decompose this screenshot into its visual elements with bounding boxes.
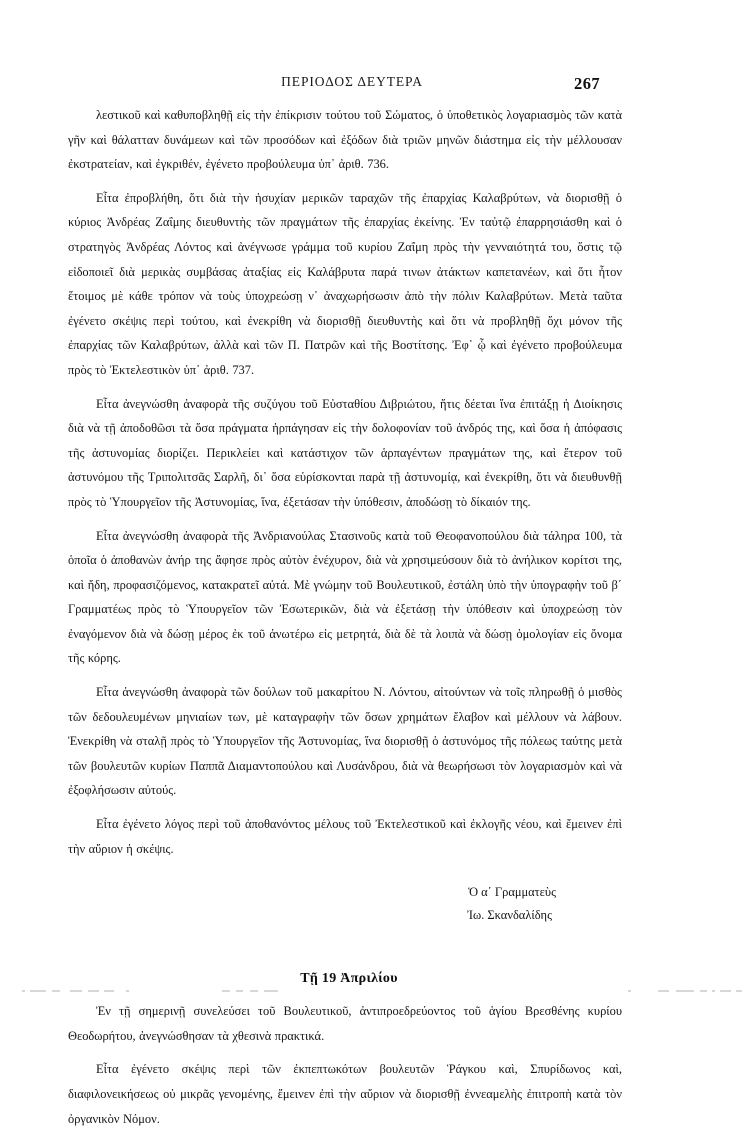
paragraph: Εἶτα ἀνεγνώσθη ἀναφορὰ τῆς συζύγου τοῦ Εὐσταθίου Διβριώτου, ἥτις δέεται ἵνα ἐπιτάξῃ ἡ Διοίκησις διὰ νὰ τῇ ἀποδοθῶσι τὰ ὅσα πράγματα ἡρπάγησαν εἰς τὴν δολοφονίαν τοῦ ἀνδρός της, καὶ ὅσα ἡ ἀπόφασις τῆς ἀστυνομίας διορίζει. Περικλείει καὶ κατάστιχον τῶν ἁρπαγέντων πραγμάτων της, καὶ ἕτερον τοῦ ἀστυνόμου τῆς Τριπολιτσᾶς Σαρλῆ, δι᾿ ὅσα εὑρίσκονται παρὰ τῇ ἀστυνομίᾳ, καὶ ἐνεκρίθη, ὅτι νὰ διευθυνθῇ πρὸς τὸ Ὑπουργεῖον τῆς Ἀστυνομίας, ἵνα, ἐξετάσαν τὴν ὑπόθεσιν, ἀποδώσῃ τὸ δίκαιόν της. bbox=[68, 396, 622, 509]
page-number: 267 bbox=[574, 74, 600, 93]
paragraph: λεστικοῦ καὶ καθυποβληθῇ εἰς τὴν ἐπίκρισιν τούτου τοῦ Σώματος, ὁ ὑποθετικὸς λογαριασμὸς τῶν κατὰ γῆν καὶ θάλατταν δυνάμεων καὶ τῶν προσόδων καὶ ἐξόδων διὰ τριῶν μηνῶν διάστημα εἰς τὴν μέλλουσαν ἐκστρατείαν, καὶ ἐγκριθέν, ἐγένετο προβούλευμα ὑπ᾿ ἀριθ. 736. bbox=[68, 108, 622, 172]
paragraph: Ἐν τῇ σημερινῇ συνελεύσει τοῦ Βουλευτικοῦ, ἀντιπροεδρεύοντος τοῦ ἁγίου Βρεσθένης κυρίου Θεοδωρήτου, ἀνεγνώσθησαν τὰ χθεσινὰ πρακτικά. bbox=[68, 1004, 622, 1043]
paragraph: Εἶτα ἐγένετο σκέψις περὶ τῶν ἐκπεπτωκότων βουλευτῶν Ῥάγκου καὶ, Σπυρίδωνος καὶ, διαφιλονεικήσεως οὐ μικρᾶς γενομένης, ἔμεινεν ἐπὶ τὴν αὔριον νὰ διορισθῇ ἐννεαμελὴς ἐπιτροπὴ κατὰ τὸν ὀργανικὸν Νόμον. bbox=[68, 1062, 622, 1126]
section-heading-date: Τῇ 19 Ἀπριλίου bbox=[300, 971, 398, 987]
paragraph: Εἶτα ἀνεγνώσθη ἀναφορὰ τῶν δούλων τοῦ μακαρίτου Ν. Λόντου, αἰτούντων νὰ τοῖς πληρωθῇ ὁ μισθὸς τῶν δεδουλευμένων μηνιαίων των, μὲ καταγραφὴν τῶν ὅσων χρημάτων ἔλαβον καὶ μέλλουν νὰ λάβουν. Ἐνεκρίθη νὰ σταλῇ πρὸς τὸ Ὑπουργεῖον τῆς Ἀστυνομίας, ἵνα διορισθῇ ὁ ἀστυνόμος τῆς πόλεως ταύτης μετὰ τῶν βουλευτῶν κυρίων Παππᾶ Διαμαντοπούλου καὶ Λυσάνδρου, διὰ νὰ θεωρήσωσι τὸν λογαριασμὸν καὶ νὰ ἐξοφλήσωσιν αὐτούς. bbox=[68, 685, 622, 798]
running-head-title: ΠΕΡΙΟΔΟΣ ΔΕΥΤΕΡΑ bbox=[281, 74, 423, 89]
running-head bbox=[68, 74, 622, 96]
paragraph: Εἶτα ἐγένετο λόγος περὶ τοῦ ἀποθανόντος μέλους τοῦ Ἐκτελεστικοῦ καὶ ἐκλογῆς νέου, καὶ ἔμεινεν ἐπὶ τὴν αὔριον ἡ σκέψις. bbox=[68, 817, 622, 856]
paragraph: Εἶτα ἐπροβλήθη, ὅτι διὰ τὴν ἡσυχίαν μερικῶν ταραχῶν τῆς ἐπαρχίας Καλαβρύτων, νὰ διορισθῇ ὁ κύριος Ἀνδρέας Ζαΐμης διευθυντὴς τῶν πραγμάτων τῆς ἐπαρχίας ἐκείνης. Ἐν ταὐτῷ ἐπαρρησιάσθη καὶ ὁ στρατηγὸς Ἀνδρέας Λόντος καὶ ἀνέγνωσε γράμμα τοῦ κυρίου Ζαΐμη πρὸς τὴν γενναιότητά του, ὅστις τῷ εἰδοποιεῖ διὰ μερικὰς συμβάσας ἀταξίας εἰς Καλάβρυτα παρά τινων ἀτάκτων καπετανέων, καὶ ὅτι ἦτον ἕτοιμος μὲ κάθε τρόπον νὰ τοὺς ὑποχρεώσῃ ν᾿ ἀναχωρήσωσιν ἀπὸ τὴν πόλιν Καλαβρύτων. Μετὰ ταῦτα ἐγένετο σκέψις περὶ τούτου, καὶ ἐνεκρίθη νὰ διορισθῇ διευθυντὴς καὶ ὅτι νὰ προβληθῇ ὄχι μόνον τῆς ἐπαρχίας τῶν Καλαβρύτων, ἀλλὰ καὶ τῶν Π. Πατρῶν καὶ τῆς Βοστίτσης. Ἐφ᾿ ᾧ καὶ ἐγένετο προβούλευμα πρὸς τὸ Ἐκτελεστικὸν ὑπ᾿ ἀριθ. 737. bbox=[68, 190, 622, 377]
paragraph: Εἶτα ἀνεγνώσθη ἀναφορὰ τῆς Ἀνδριανούλας Στασινοῦς κατὰ τοῦ Θεοφανοπούλου διὰ τάληρα 100, τὰ ὁποῖα ὁ ἀποθανὼν ἀνήρ της ἄφησε πρὸς αὐτὸν ἐνέχυρον, διὰ νὰ χρησιμεύσουν διὰ τὸ ἀνήλικον κορίτσι της, καὶ ἤδη, προφασιζόμενος, κατακρατεῖ αὐτά. Μὲ γνώμην τοῦ Βουλευτικοῦ, ἐστάλη ὑπὸ τὴν ὑπογραφὴν τοῦ β΄ Γραμματέως πρὸς τὸ Ὑπουργεῖον τῶν Ἐσωτερικῶν, διὰ νὰ ἐξετάσῃ τὴν ὑπόθεσιν καὶ ὑποχρεώσῃ τὸν ἐναγόμενον διὰ νὰ δώσῃ μέρος ἐκ τοῦ ἀνωτέρω εἰς μετρητά, διὰ δὲ τὰ λοιπὰ νὰ δώσῃ ὁμολογίαν εἰς ὄνομα τῆς κόρης. bbox=[68, 528, 622, 666]
signature-name: Ἰω. Σκανδαλίδης bbox=[467, 908, 552, 923]
text-column bbox=[68, 103, 622, 1131]
signature-title: Ὁ α΄ Γραμματεὺς bbox=[468, 885, 556, 900]
signature-block bbox=[68, 881, 622, 927]
